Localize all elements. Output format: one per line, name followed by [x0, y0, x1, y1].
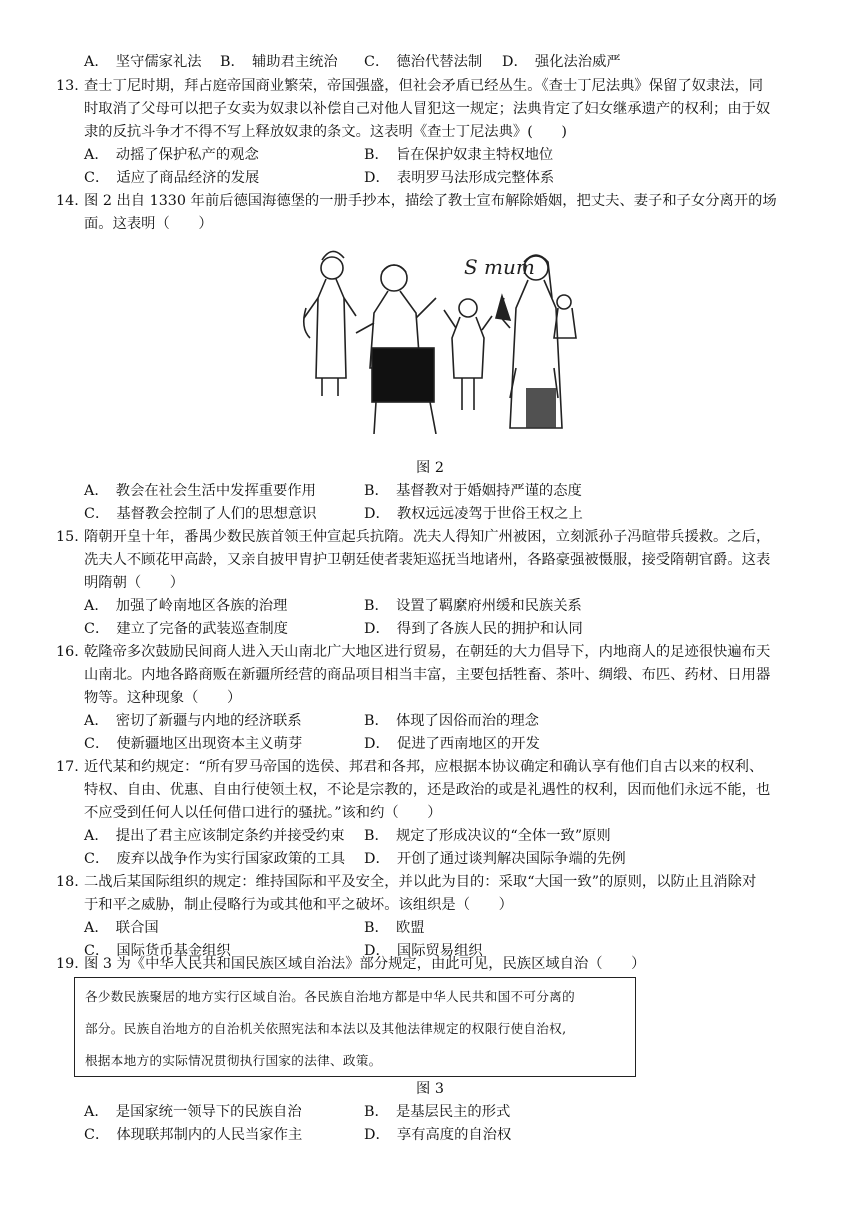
figure-3-text-line: 部分。民族自治地方的自治机关依照宪法和本法以及其他法律规定的权限行使自治权, [85, 1021, 567, 1036]
q14-option-d: D． 教权远远凌驾于世俗王权之上 [364, 506, 583, 522]
question-text-line: 于和平之威胁，制止侵略行为或其他和平之破坏。该组织是（ ） [84, 897, 513, 913]
question-18 [56, 872, 756, 892]
question-number: 18. [56, 874, 79, 890]
q16-option-a: A． 密切了新疆与内地的经济联系 [84, 713, 302, 729]
q18-option-d: D． 国际贸易组织 [364, 943, 483, 959]
question-16 [56, 642, 770, 662]
q16-option-b: B． 体现了因俗而治的理念 [364, 713, 539, 729]
question-number: 19. [56, 956, 79, 972]
q18-option-a: A． 联合国 [84, 920, 159, 936]
q17-option-a: A． 提出了君主应该制定条约并接受约束 [84, 828, 345, 844]
figure-3-text-line: 根据本地方的实际情况贯彻执行国家的法律、政策。 [85, 1053, 382, 1068]
q17-option-b: B． 规定了形成决议的“全体一致”原则 [364, 828, 611, 844]
q13-option-b: B． 旨在保护奴隶主特权地位 [364, 147, 554, 163]
q15-option-d: D． 得到了各族人民的拥护和认同 [364, 621, 583, 637]
question-text-line: 不应受到任何人以任何借口进行的骚扰。”该和约（ ） [84, 805, 442, 821]
question-text-line: 隶的反抗斗争才不得不写上释放奴隶的条文。这表明《查士丁尼法典》( ) [84, 124, 567, 140]
q12-option-c: C． 德治代替法制 [364, 54, 483, 70]
question-text-line: 隋朝开皇十年，番禺少数民族首领王仲宣起兵抗隋。冼夫人得知广州被困，立刻派孙子冯暄带兵援救。之后， [84, 529, 771, 545]
question-text-line: 冼夫人不顾花甲高龄，又亲自披甲胄护卫朝廷使者裴矩巡抚当地诸州，各路豪强被慑服，接受隋朝官爵。这表 [84, 552, 771, 568]
question-17 [56, 757, 763, 777]
question-text-line: 图 3 为《中华人民共和国民族区域自治法》部分规定，由此可见，民族区域自治（ ） [84, 956, 646, 972]
q16-option-d: D． 促进了西南地区的开发 [364, 736, 540, 752]
question-text-line: 明隋朝（ ） [84, 575, 185, 591]
question-19 [56, 954, 645, 974]
q19-option-c: C． 体现联邦制内的人民当家作主 [84, 1127, 303, 1143]
question-text-line: 二战后某国际组织的规定：维持国际和平及安全，并以此为目的：采取“大国一致”的原则，以防止且消除对 [84, 874, 757, 890]
q16-option-c: C． 使新疆地区出现资本主义萌芽 [84, 736, 303, 752]
q17-option-d: D． 开创了通过谈判解决国际争端的先例 [364, 851, 626, 867]
q15-option-b: B． 设置了羁縻府州缓和民族关系 [364, 598, 582, 614]
figure-3-text-box [74, 977, 636, 1077]
question-text-line: 查士丁尼时期，拜占庭帝国商业繁荣，帝国强盛，但社会矛盾已经丛生。《查士丁尼法典》保留了奴隶法，同 [84, 78, 764, 94]
figure-3-text-line: 各少数民族聚居的地方实行区域自治。各民族自治地方都是中华人民共和国不可分离的 [85, 989, 575, 1004]
q12-option-d: D． 强化法治威严 [502, 54, 621, 70]
question-text-line: 乾隆帝多次鼓励民间商人进入天山南北广大地区进行贸易，在朝廷的大力倡导下，内地商人的足迹很快遍布天 [84, 644, 771, 660]
q15-option-a: A． 加强了岭南地区各族的治理 [84, 598, 288, 614]
question-15 [56, 527, 770, 547]
q13-option-c: C． 适应了商品经济的发展 [84, 170, 260, 186]
question-text-line: 物等。这种现象（ ） [84, 690, 242, 706]
question-number: 17. [56, 759, 79, 775]
q19-option-d: D． 享有高度的自治权 [364, 1127, 512, 1143]
q13-option-d: D． 表明罗马法形成完整体系 [364, 170, 555, 186]
q19-option-a: A． 是国家统一领导下的民族自治 [84, 1104, 302, 1120]
question-text-line: 时取消了父母可以把子女卖为奴隶以补偿自己对他人冒犯这一规定；法典肯定了妇女继承遗产的权利；由于奴 [84, 101, 771, 117]
q15-option-c: C． 建立了完备的武装巡查制度 [84, 621, 288, 637]
q14-option-b: B． 基督教对于婚姻持严谨的态度 [364, 483, 582, 499]
question-text-line: 山南北。内地各路商贩在新疆所经营的商品项目相当丰富，主要包括牲畜、茶叶、绸缎、布匹、药材、日用器 [84, 667, 771, 683]
figure-2-manuscript-illustration [296, 238, 584, 434]
question-number: 15. [56, 529, 79, 545]
question-13 [56, 76, 763, 96]
question-text-line: 图 2 出自 1330 年前后德国海德堡的一册手抄本，描绘了教士宣布解除婚姻，把丈夫、妻子和子女分离开的场 [84, 193, 777, 209]
question-text-line: 近代某和约规定：“所有罗马帝国的选侯、邦君和各邦，应根据本协议确定和确认享有他们自古以来的权利、 [84, 759, 764, 775]
question-number: 16. [56, 644, 79, 660]
q14-option-c: C． 基督教会控制了人们的思想意识 [84, 506, 317, 522]
q18-option-b: B． 欧盟 [364, 920, 425, 936]
question-number: 13. [56, 78, 79, 94]
figure-2-inscription: S mum [464, 255, 535, 279]
q14-option-a: A． 教会在社会生活中发挥重要作用 [84, 483, 316, 499]
question-text-line: 面。这表明（ ） [84, 216, 213, 232]
q12-option-b: B． 辅助君主统治 [220, 54, 338, 70]
q13-option-a: A． 动摇了保护私产的观念 [84, 147, 259, 163]
figure-3-caption: 图 3 [416, 1081, 444, 1097]
q12-option-a: A． 坚守儒家礼法 [84, 54, 202, 70]
figure-2-caption: 图 2 [416, 460, 444, 476]
q17-option-c: C． 废弃以战争作为实行国家政策的工具 [84, 851, 346, 867]
question-text-line: 特权、自由、优惠、自由行使领土权，不论是宗教的，还是政治的或是礼遇性的权利，因而他们永远不能，也 [84, 782, 771, 798]
question-14 [56, 191, 777, 211]
q18-option-c: C． 国际货币基金组织 [84, 943, 231, 959]
q19-option-b: B． 是基层民主的形式 [364, 1104, 511, 1120]
question-number: 14. [56, 193, 79, 209]
